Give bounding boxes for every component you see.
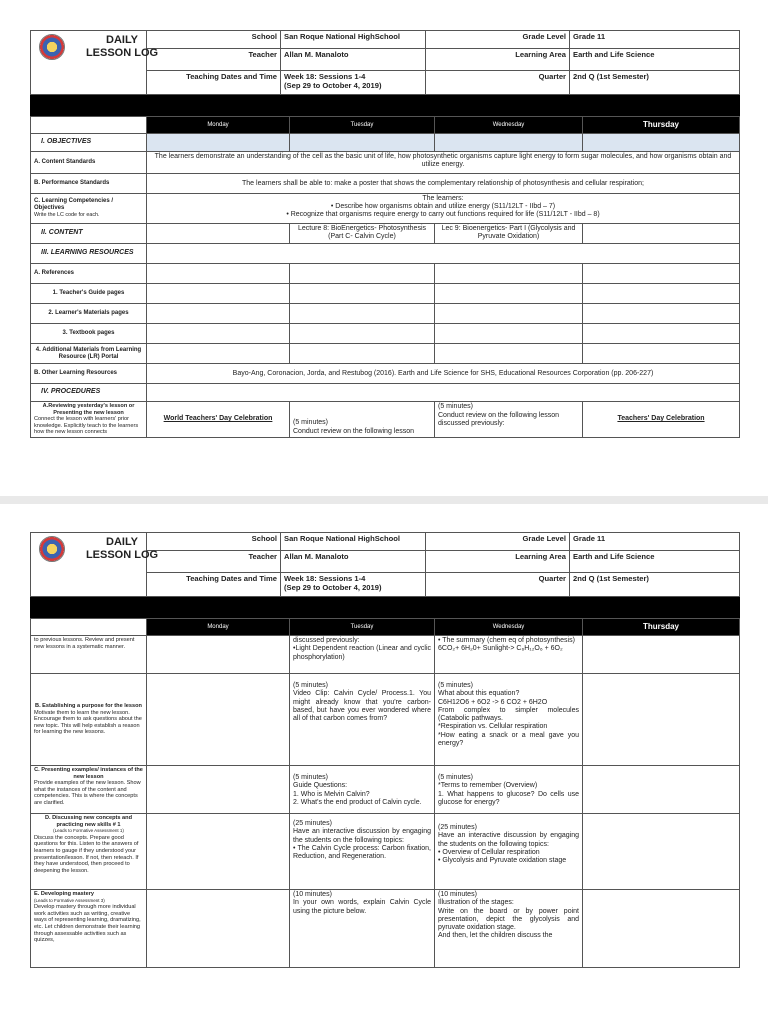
proc-d-wed-topic1: • Overview of Cellular respiration — [438, 848, 540, 856]
teachers-guide-label: 1. Teacher's Guide pages — [31, 284, 147, 304]
textbook-label: 3. Textbook pages — [31, 324, 147, 344]
proc-a-desc: Connect the lesson with learners' prior knowledge. Explicitly teach to the learners how the new lesson connects — [34, 416, 139, 436]
dates-line1: Week 18: Sessions 1-4 — [284, 72, 366, 81]
proc-b-wed-snack: *How eating a snack or a meal gave you energy? — [438, 731, 579, 748]
logo-cell — [31, 31, 159, 95]
proc-b-wed-time: (5 minutes) — [438, 682, 474, 689]
day-thursday: Thursday — [583, 619, 740, 636]
proc-a-cont-tue-2: •Light Dependent reaction (Linear and cyclic phosphorylation) — [293, 645, 431, 661]
area-label: Learning Area — [426, 49, 570, 71]
proc-d-wed-text: Have an interactive discussion by engaging the students on the following topics: — [438, 832, 579, 848]
proc-b-tue-time: (5 minutes) — [293, 682, 329, 689]
proc-a-cont-wed-2: 6CO₂+ 6H₂0+ Sunlight-> C₆H₁₂O₆ + 6O₂ — [438, 645, 563, 653]
quarter-value: 2nd Q (1st Semester) — [570, 573, 740, 597]
header-table-1 — [30, 30, 740, 116]
other-resources-label: B. Other Learning Resources — [31, 364, 147, 384]
thursday-celebration: Teachers' Day Celebration — [583, 402, 740, 438]
lesson-table-1 — [30, 116, 740, 438]
proc-d-desc: Discuss the concepts. Prepare good questions for this. Listen to the answers of learners to gauge if they understood your presentation/lesson. If not, then reteach. If they have understood, then proceed to deepening the lesson. — [34, 834, 139, 874]
deped-seal-icon — [39, 34, 65, 60]
quarter-value: 2nd Q (1st Semester) — [570, 71, 740, 95]
dates-line2: (Sep 29 to October 4, 2019) — [284, 81, 382, 90]
proc-b-desc: Motivate them to learn the new lesson. Encourage them to ask questions about the new topic. This will help establish a reason for learning the new lessons. — [34, 709, 142, 736]
proc-e-wed-discuss: And then, let the children discuss the — [438, 932, 553, 940]
quarter-label: Quarter — [426, 71, 570, 95]
teacher-label: Teacher — [147, 551, 281, 573]
proc-a-tue-time: (5 minutes) — [293, 419, 329, 426]
grade-label: Grade Level — [426, 533, 570, 551]
proc-e-wed-time: (10 minutes) — [438, 891, 477, 898]
proc-d-wed-topic2: • Glycolysis and Pyruvate oxidation stage — [438, 857, 567, 865]
page-1 — [0, 0, 768, 496]
proc-e-lead: (Leads to Formative Assessment 3) — [34, 897, 105, 903]
content-standards-text: The learners demonstrate an understanding of the cell as the basic unit of life, how photosynthetic organisms capture light energy to form sugar molecules, and how organisms obtain and utilize energy. — [147, 152, 740, 174]
grade-label: Grade Level — [426, 31, 570, 49]
competencies-label: C. Learning Competencies / Objectives — [34, 198, 114, 212]
proc-c-tue-q1: 1. Who is Melvin Calvin? — [293, 790, 370, 798]
day-wednesday: Wednesday — [435, 619, 583, 636]
school-value: San Roque National HighSchool — [281, 533, 426, 551]
proc-a-wed-text: Conduct review on the following lesson discussed previously: — [438, 411, 560, 427]
school-value: San Roque National HighSchool — [281, 31, 426, 49]
proc-b-wed-question: What about this equation? — [438, 690, 520, 698]
proc-d-tue-topic: • The Calvin Cycle process: Carbon fixation, Reduction, and Regeneration. — [293, 844, 431, 861]
competencies-intro: The learners: — [422, 195, 464, 202]
proc-a-cont-tue-1: discussed previously: — [293, 637, 360, 644]
proc-c-wed-terms: *Terms to remember (Overview) — [438, 782, 538, 790]
proc-d-tue-time: (25 minutes) — [293, 820, 332, 827]
grade-value: Grade 11 — [570, 533, 740, 551]
content-standards-label: A. Content Standards — [31, 152, 147, 174]
logo-cell — [31, 533, 159, 597]
area-value: Earth and Life Science — [570, 551, 740, 573]
dates-line1: Week 18: Sessions 1-4 — [284, 574, 366, 583]
proc-c-desc: Provide examples of the new lesson. Show what the instances of the content and competencies. This is where the concepts are clarified. — [34, 780, 141, 806]
proc-c-wed-q1: 1. What happens to glucose? Do cells use glucose for energy? — [438, 790, 579, 806]
school-label: School — [147, 31, 281, 49]
monday-celebration: World Teachers' Day Celebration — [147, 402, 290, 438]
proc-e-wed-stages: Illustration of the stages: — [438, 899, 514, 907]
school-label: School — [147, 533, 281, 551]
teacher-label: Teacher — [147, 49, 281, 71]
black-band — [31, 597, 740, 618]
deped-seal-icon — [39, 536, 65, 562]
proc-b-wed-equation: C6H12O6 + 6O2 -> 6 CO2 + 6H2O — [438, 698, 548, 706]
proc-d-title: D. Discussing new concepts and practicing new skills # 1 — [44, 815, 133, 828]
proc-c-title: C. Presenting examples/ instances of the new lesson — [34, 767, 143, 780]
proc-b-tue-text: Video Clip: Calvin Cycle/ Process.1. You might already know that you're carbon-based, but have you ever wondered where all of that carbon comes from? — [293, 690, 431, 723]
content-tuesday: Lecture 8: BioEnergetics- Photosynthesis (Part C- Calvin Cycle) — [290, 224, 435, 244]
day-monday: Monday — [147, 619, 290, 636]
proc-c-tue-q2: 2. What's the end product of Calvin cycle. — [293, 798, 422, 806]
teacher-value: Allan M. Manaloto — [281, 551, 426, 573]
procedures-heading: IV. PROCEDURES — [31, 384, 147, 402]
proc-e-tue-time: (10 minutes) — [293, 891, 332, 898]
proc-e-title: E. Developing mastery — [34, 891, 94, 897]
proc-e-wed-board: Write on the board or by power point presentation, depict the glycolysis and pyruvate oxidation stage. — [438, 907, 579, 932]
day-tuesday: Tuesday — [290, 619, 435, 636]
proc-d-tue-text: Have an interactive discussion by engaging the students on the following topics: — [293, 828, 431, 844]
proc-a-wed-time: (5 minutes) — [438, 403, 474, 410]
content-wednesday: Lec 9: Bioenergetics- Part I (Glycolysis and Pyruvate Oxidation) — [435, 224, 583, 244]
doc-title-line1: DAILY — [106, 536, 138, 548]
competencies-note: Write the LC code for each. — [34, 212, 100, 219]
proc-e-desc: Develop mastery through more individual work activities such as writing, creative ways of representing learning, dramatizing, etc. Let children demonstrate their learning through assessable activities such as quizzes, — [34, 904, 141, 944]
performance-standards-text: The learners shall be able to: make a poster that shows the complementary relationship of photosynthesis and cellular respiration; — [147, 174, 740, 194]
lesson-table-2 — [30, 618, 740, 968]
grade-value: Grade 11 — [570, 31, 740, 49]
header-table-2 — [30, 532, 740, 618]
day-thursday: Thursday — [583, 117, 740, 134]
doc-title-line2: LESSON LOG — [85, 549, 159, 561]
dates-label: Teaching Dates and Time — [147, 71, 281, 95]
proc-b-wed-respiration: *Respiration vs. Cellular respiration — [438, 723, 548, 731]
content-heading: II. CONTENT — [31, 224, 147, 244]
day-wednesday: Wednesday — [435, 117, 583, 134]
proc-c-tue-guide: Guide Questions: — [293, 782, 348, 790]
proc-a-cont-desc: to previous lessons. Review and present new lessons in a systematic manner. — [31, 636, 147, 674]
proc-a-cont-wed-1: • The summary (chem eq of photosynthesis) — [438, 637, 575, 644]
teacher-value: Allan M. Manaloto — [281, 49, 426, 71]
quarter-label: Quarter — [426, 573, 570, 597]
proc-a-title: A.Reviewing yesterday's lesson or Presenting the new lesson — [42, 403, 135, 416]
competency-1: • Describe how organisms obtain and utilize energy (S11/12LT - IIbd – 7) — [330, 203, 556, 210]
other-resources-text: Bayo-Ang, Coronacion, Jorda, and Restubog (2016). Earth and Life Science for SHS, Educational Resources Corporation (pp. 206-227) — [147, 364, 740, 384]
page-2 — [0, 504, 768, 1024]
doc-title-line2: LESSON LOG — [85, 47, 159, 59]
proc-e-tue-text: In your own words, explain Calvin Cycle using the picture below. — [293, 899, 431, 915]
proc-d-lead: (Leads to Formative Assessment 1) — [53, 828, 124, 834]
area-label: Learning Area — [426, 551, 570, 573]
day-monday: Monday — [147, 117, 290, 134]
day-tuesday: Tuesday — [290, 117, 435, 134]
learners-materials-label: 2. Learner's Materials pages — [31, 304, 147, 324]
area-value: Earth and Life Science — [570, 49, 740, 71]
proc-d-wed-time: (25 minutes) — [438, 824, 477, 831]
proc-b-title: B. Establishing a purpose for the lesson — [35, 703, 142, 710]
doc-title-line1: DAILY — [106, 34, 138, 46]
proc-b-wed-catabolic: From complex to simpler molecules (Catabolic pathways. — [438, 706, 579, 723]
dates-label: Teaching Dates and Time — [147, 573, 281, 597]
references-label: A. References — [31, 264, 147, 284]
objectives-heading: I. OBJECTIVES — [31, 134, 147, 152]
proc-c-wed-time: (5 minutes) — [438, 774, 474, 781]
resources-heading: III. LEARNING RESOURCES — [31, 244, 147, 264]
proc-c-tue-time: (5 minutes) — [293, 774, 329, 781]
dates-line2: (Sep 29 to October 4, 2019) — [284, 583, 382, 592]
performance-standards-label: B. Performance Standards — [31, 174, 147, 194]
lr-portal-label: 4. Additional Materials from Learning Resource (LR) Portal — [31, 344, 147, 364]
day-header-blank — [31, 117, 147, 134]
proc-a-tue-text: Conduct review on the following lesson — [293, 427, 415, 435]
black-band — [31, 95, 740, 116]
competency-2: • Recognize that organisms require energy to carry out functions required for life (S11/12LT - IIbd – 8) — [286, 211, 600, 218]
